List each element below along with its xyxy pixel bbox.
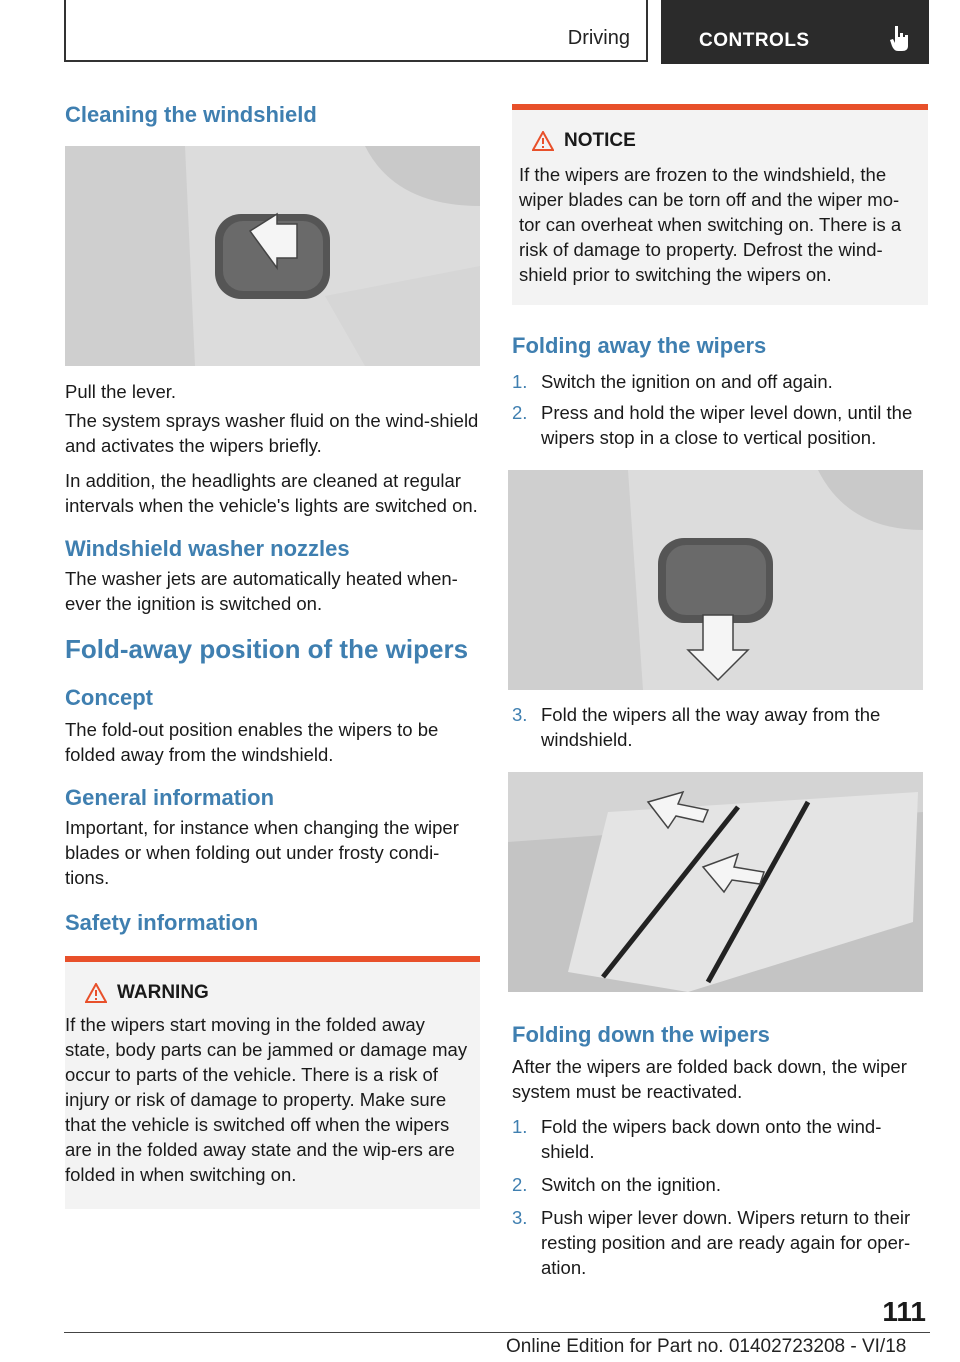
text-sprays: The system sprays washer fluid on the wind-shield and activates the wipers briefly. (65, 410, 479, 456)
warning-text: If the wipers start moving in the folded away state, body parts can be jammed or damage may occur to parts of the vehicle. There is a risk of injury or risk of damage to property. Make sure that the vehicle is switched off when the wipers are in the folded away state and the wip-ers are folded in when switching on. (65, 1014, 468, 1185)
heading-fold-away-position: Fold-away position of the wipers (65, 634, 469, 664)
text-pull-lever: Pull the lever. (65, 381, 177, 402)
heading-general-information: General information (65, 785, 275, 810)
step-number: 1. (512, 1116, 528, 1137)
step-number: 3. (512, 1207, 528, 1228)
heading-washer-nozzles: Windshield washer nozzles (65, 536, 350, 561)
notice-box (512, 104, 928, 305)
heading-concept: Concept (65, 685, 153, 710)
step-number: 3. (512, 704, 528, 725)
heading-cleaning-windshield: Cleaning the windshield (65, 102, 317, 127)
step-text: Fold the wipers all the way away from the windshield. (541, 704, 881, 750)
step-number: 2. (512, 402, 528, 423)
heading-safety-information: Safety information (65, 910, 259, 935)
header-section-box (64, 0, 648, 62)
step-text: Fold the wipers back down onto the wind-shield. (541, 1116, 882, 1162)
warning-title: WARNING (117, 982, 209, 1003)
step-number: 1. (512, 371, 528, 392)
figure-lever-pull (65, 146, 480, 366)
text-folding-down: After the wipers are folded back down, the wiper system must be reactivated. (512, 1056, 907, 1102)
header-chapter-box (661, 0, 929, 64)
left-column (65, 102, 481, 1209)
list-item (512, 369, 928, 394)
lever-down-illustration (508, 470, 923, 690)
text-headlights: In addition, the headlights are cleaned at regular intervals when the vehicle's lights are switched on. (65, 470, 478, 516)
notice-title: NOTICE (564, 130, 636, 151)
list-item (512, 400, 928, 450)
controls-hand-icon (889, 24, 911, 52)
folding-away-steps (512, 369, 928, 450)
text-nozzles: The washer jets are automatically heated when-ever the ignition is switched on. (65, 568, 458, 614)
folding-away-step-3 (512, 702, 928, 752)
list-item (512, 1205, 928, 1280)
header-chapter: CONTROLS (699, 30, 810, 51)
page-header (64, 0, 929, 64)
right-column (512, 104, 928, 1280)
figure-lever-down (508, 470, 923, 690)
figure-wipers-folded (508, 772, 923, 992)
wipers-folded-illustration (508, 772, 923, 992)
notice-triangle-icon (532, 131, 554, 151)
heading-folding-down: Folding down the wipers (512, 1022, 770, 1047)
list-item (512, 1172, 928, 1197)
footer-rule (64, 1332, 930, 1333)
list-item (512, 1114, 928, 1164)
step-text: Switch the ignition on and off again. (541, 371, 833, 392)
text-general: Important, for instance when changing the wiper blades or when folding out under frosty condi-tions. (65, 817, 459, 888)
step-text: Switch on the ignition. (541, 1174, 721, 1195)
page-number: 111 (882, 1296, 926, 1327)
header-section: Driving (567, 27, 630, 49)
lever-pull-illustration (65, 146, 480, 366)
warning-triangle-icon (85, 983, 107, 1003)
notice-title-row (532, 130, 920, 152)
notice-text: If the wipers are frozen to the windshield, the wiper blades can be torn off and the wiper mo-tor can overheat when switching on. There is a risk of damage to property. Defrost the wind-shield prior to switching the wipers on. (519, 164, 902, 285)
heading-folding-away: Folding away the wipers (512, 333, 767, 358)
step-number: 2. (512, 1174, 528, 1195)
footer-edition: Online Edition for Part no. 01402723208 - VI/18 (506, 1336, 907, 1357)
warning-box (65, 956, 480, 1209)
step-text: Push wiper lever down. Wipers return to their resting position and are ready again for oper-ation. (541, 1207, 911, 1278)
step-text: Press and hold the wiper level down, until the wipers stop in a close to vertical position. (541, 402, 913, 448)
text-concept: The fold-out position enables the wipers to be folded away from the windshield. (65, 719, 439, 765)
folding-down-steps (512, 1114, 928, 1280)
warning-title-row (85, 982, 472, 1004)
list-item (512, 702, 928, 752)
